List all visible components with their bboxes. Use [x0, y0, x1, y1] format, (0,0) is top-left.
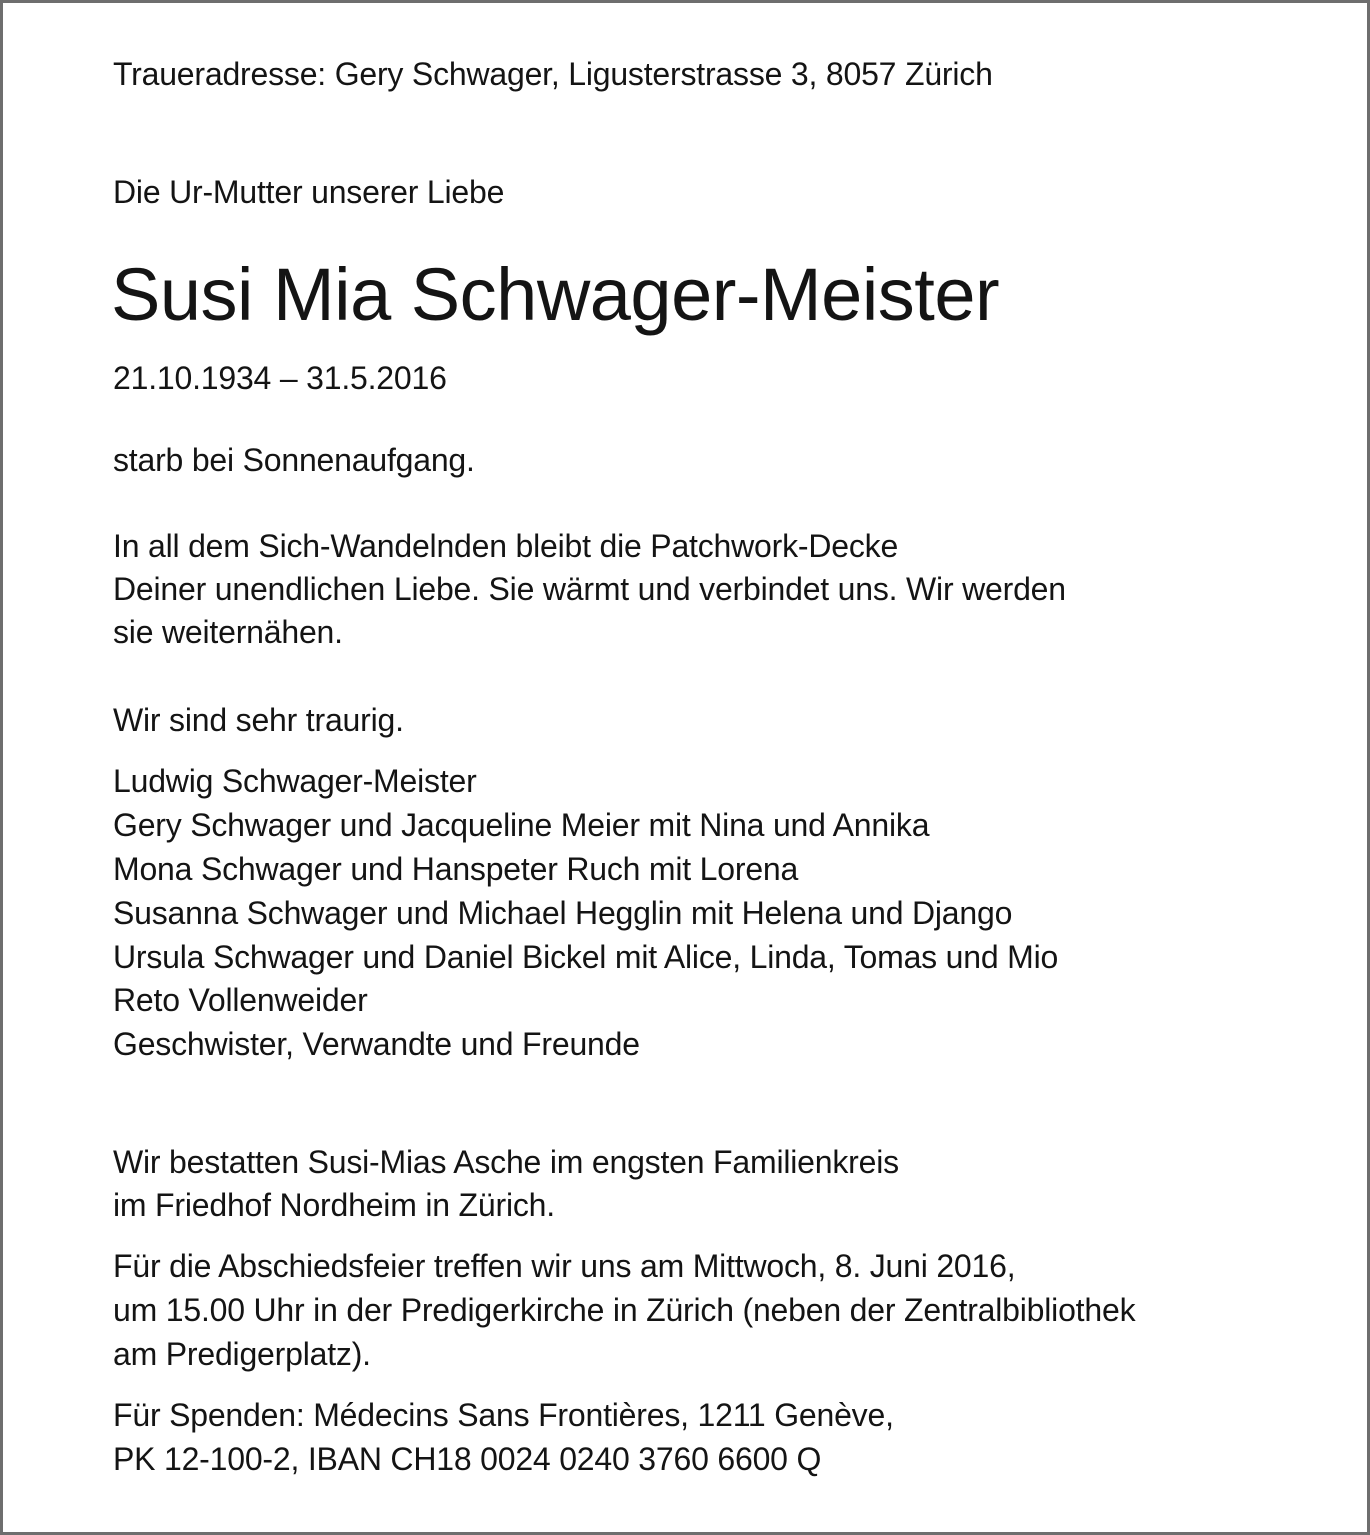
poem-line: Deiner unendlichen Liebe. Sie wärmt und verbindet uns. Wir werden — [113, 571, 1066, 607]
life-dates: 21.10.1934 – 31.5.2016 — [113, 360, 447, 396]
donation-line: Für Spenden: Médecins Sans Frontières, 1211 Genève, — [113, 1397, 894, 1433]
ceremony-line: um 15.00 Uhr in der Predigerkirche in Zürich (neben der Zentralbibliothek — [113, 1292, 1136, 1328]
mourner-line: Reto Vollenweider — [113, 982, 368, 1018]
mourner-line: Geschwister, Verwandte und Freunde — [113, 1026, 640, 1062]
mourning-address: Traueradresse: Gery Schwager, Ligusterstrasse 3, 8057 Zürich — [113, 56, 993, 92]
intro-line: Die Ur-Mutter unserer Liebe — [113, 174, 505, 210]
donation-line: PK 12-100-2, IBAN CH18 0024 0240 3760 6600 Q — [113, 1441, 822, 1477]
mourner-line: Gery Schwager und Jacqueline Meier mit Nina und Annika — [113, 807, 930, 843]
burial-line: im Friedhof Nordheim in Zürich. — [113, 1187, 555, 1223]
poem-line: sie weiternähen. — [113, 614, 343, 650]
mourner-line: Ursula Schwager und Daniel Bickel mit Alice, Linda, Tomas und Mio — [113, 939, 1059, 975]
sorrow-line: Wir sind sehr traurig. — [113, 702, 404, 738]
mourner-line: Mona Schwager und Hanspeter Ruch mit Lorena — [113, 851, 799, 887]
death-note: starb bei Sonnenaufgang. — [113, 442, 475, 478]
mourner-line: Ludwig Schwager-Meister — [113, 763, 477, 799]
deceased-name: Susi Mia Schwager-Meister — [111, 253, 1000, 336]
burial-line: Wir bestatten Susi-Mias Asche im engsten Familienkreis — [113, 1144, 899, 1180]
poem-line: In all dem Sich-Wandelnden bleibt die Patchwork-Decke — [113, 528, 899, 564]
ceremony-line: Für die Abschiedsfeier treffen wir uns am Mittwoch, 8. Juni 2016, — [113, 1248, 1016, 1284]
ceremony-line: am Predigerplatz). — [113, 1336, 371, 1372]
mourner-line: Susanna Schwager und Michael Hegglin mit Helena und Django — [113, 895, 1013, 931]
